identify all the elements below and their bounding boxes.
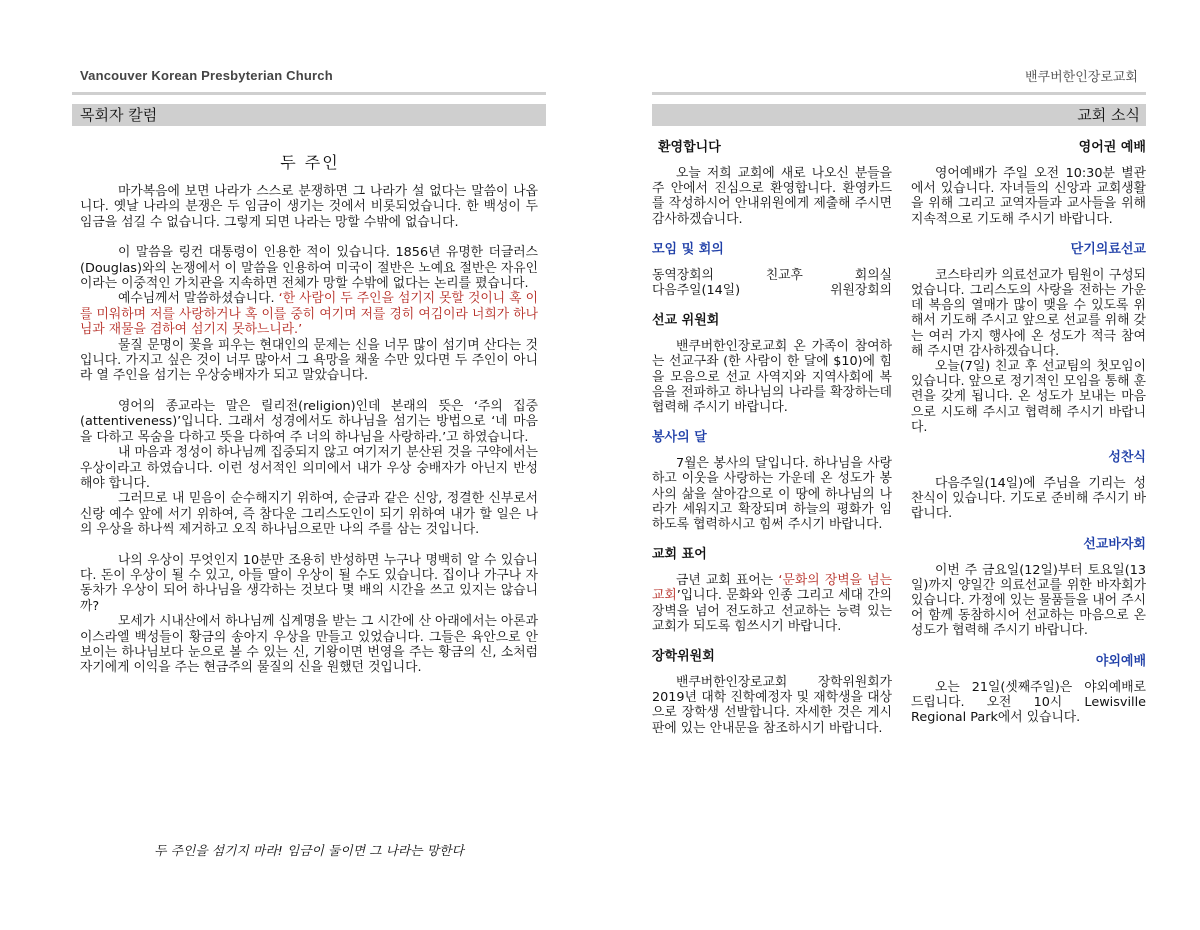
church-motto-heading: 교회 표어 (652, 547, 707, 563)
scholarship-section (652, 648, 892, 736)
section-bar-right (652, 104, 1146, 126)
communion-section (911, 449, 1146, 522)
paragraph: 영어의 종교라는 말은 릴리전(religion)인데 본래의 뜻은 ‘주의 집중(attentiveness)’입니다. 그래서 성경에서도 하나님을 섬기는 방법으로 ‘네 마음을 다하고 목숨을 다하고 뜻을 다하여 주 너의 하나님을 사랑하라.’고 하였습니다. (80, 398, 538, 445)
article-title: 두 주인 (280, 153, 340, 172)
section-title-pastor-column: 목회자 칼럼 (80, 106, 158, 124)
communion-text: 다음주일(14일)에 주님을 기리는 성찬식이 있습니다. 기도로 준비해 주시기 바랍니다. (911, 476, 1146, 522)
medical-mission-heading: 단기의료선교 (1070, 241, 1146, 257)
scholarship-text: 밴쿠버한인장로교회 장학위원회가 2019년 대학 진학예정자 및 재학생을 대상으로 장학생 선발합니다. 자세한 것은 게시판에 있는 안내문을 참조하시기 바랍니다. (652, 675, 892, 736)
church-name-korean-header: 밴쿠버한인장로교회 (1024, 70, 1138, 85)
welcome-section (652, 139, 892, 227)
meeting-name: 위원장회의 (830, 283, 892, 299)
scholarship-heading: 장학위원회 (652, 649, 715, 665)
section-bar-left (72, 104, 546, 126)
meeting-row (652, 283, 892, 298)
medical-mission-text: 코스타리카 의료선교가 팀원이 구성되었습니다. 그리스도의 사랑을 전하는 가운데 복음의 열매가 많이 맺을 수 있도록 위해서 기도해 주시고 앞으로 선교를 위해 갖는 여러 가지 행사에 온 성도가 적극 참여해 주시면 감사하겠습니다. (911, 267, 1146, 359)
mission-committee-text: 밴쿠버한인장로교회 온 가족이 참여하는 선교구좌 (한 사람이 한 달에 $10)에 힘을 모음으로 선교 사역지와 지역사회에 복음을 전파하고 하나님의 나라를 확장하는데 협력해 주시기 바랍니다. (652, 339, 892, 416)
mission-bazaar-section (911, 536, 1146, 639)
medical-mission-section (911, 241, 1146, 435)
service-month-section (652, 429, 892, 532)
outdoor-worship-text: 오는 21일(셋째주일)은 야외예배로 드립니다. 오전 10시 Lewisville Regional Park에서 있습니다. (911, 679, 1146, 726)
medical-mission-text: 오늘(7일) 친교 후 선교팀의 첫모임이 있습니다. 앞으로 정기적인 모임을 통해 훈련을 갖게 됩니다. 온 성도가 보내는 마음으로 시도해 주시고 협력해 주시기 바랍니다. (911, 359, 1146, 435)
paragraph: 나의 우상이 무엇인지 10분만 조용히 반성하면 누구나 명백히 알 수 있습니다. 돈이 우상이 될 수 있고, 아들 딸이 우상이 될 수도 있습니다. 집이나 가구나 자동차가 우상이 되어 하나님을 생각하는 것보다 몇 배의 시간을 쓰고 있지는 않습니까? (80, 552, 538, 614)
mission-bazaar-text: 이번 주 금요일(12일)부터 토요일(13일)까지 양일간 의료선교를 위한 바자회가 있습니다. 가정에 있는 물품들을 내어 주시어 함께 동참하시어 선교하는 마음으로 온 성도가 협력해 주시기 바랍니다. (911, 562, 1146, 639)
meeting-date: 다음주일(14일) (652, 283, 741, 299)
english-worship-section (911, 139, 1146, 227)
news-column-1 (652, 139, 892, 750)
section-title-church-news: 교회 소식 (1077, 106, 1140, 124)
paragraph: 그러므로 내 믿음이 순수해지기 위하여, 순금과 같은 신앙, 정결한 신부로서 신랑 예수 앞에 서기 위하여, 즉 참다운 그리스도인이 되기 위하여 내가 할 일은 나의 우상을 하나씩 제거하고 오직 하나님으로만 나의 주를 삼는 것입니다. (80, 491, 538, 538)
english-worship-text: 영어예배가 주일 오전 10:30분 별관에서 있습니다. 자녀들의 신앙과 교회생활을 위해 그리고 교역자들과 교사들을 위해 지속적으로 기도해 주시기 바랍니다. (911, 166, 1146, 227)
paragraph: 물질 문명이 꽃을 피우는 현대인의 문제는 신을 너무 많이 섬기며 산다는 것입니다. 가지고 싶은 것이 너무 많아서 그 욕망을 채울 수만 있다면 두 주인이 아니라 열 주인을 섬기는 우상숭배자가 되고 말았습니다. (80, 337, 538, 384)
church-motto-text: 금년 교회 표어는 ‘문화의 장벽을 넘는 교회’입니다. 문화와 인종 그리고 세대 간의 장벽을 넘어 전도하고 선교하는 능력 있는 교회가 되도록 힘쓰시기 바랍니다. (652, 573, 892, 634)
outdoor-worship-section (911, 653, 1146, 726)
article-body (80, 184, 538, 676)
service-month-text: 7월은 봉사의 달입니다. 하나님을 사랑하고 이웃을 사랑하는 가운데 온 성도가 봉사의 삶을 살아감으로 이 땅에 하나님의 나라가 세워지고 확장되며 하늘의 평화가 임하도록 협력하시고 힘써 주시기 바랍니다. (652, 456, 892, 533)
church-motto-section (652, 546, 892, 634)
welcome-text: 오늘 저희 교회에 새로 나오신 분들을 주 안에서 진심으로 환영합니다. 환영카드를 작성하시어 안내위원에게 제출해 주시면 감사하겠습니다. (652, 166, 892, 227)
meeting-place: 회의실 (854, 267, 892, 283)
paragraph: 이 말씀을 링컨 대통령이 인용한 적이 있습니다. 1856년 유명한 더글러스(Douglas)와의 논쟁에서 이 말씀을 인용하여 미국이 절반은 노예요 절반은 자유인이라는 이중적인 가치관을 지속하면 전체가 망할 수밖에 없다는 논리를 폈습니다. (80, 245, 538, 292)
motto-highlight: ‘문화의 장벽을 넘는 교회 (652, 573, 892, 604)
english-worship-heading: 영어권 예배 (1078, 140, 1146, 155)
meeting-name: 동역장회의 (652, 267, 714, 283)
scripture-quote: ‘한 사람이 두 주인을 섬기지 못할 것이니 혹 이를 미워하며 저를 사랑하거나 혹 이를 중히 여기며 저를 경히 여김이라 너희가 하나님과 재물을 겸하여 섬기지 못하느니라.’ (80, 291, 539, 338)
paragraph: 모세가 시내산에서 하나님께 십계명을 받는 그 시간에 산 아래에서는 아론과 이스라엘 백성들이 황금의 송아지 우상을 만들고 있었습니다. 그들은 육안으로 안 보이는 하나님보다 눈으로 볼 수 있는 신, 기왕이면 번영을 주는 황금의 신, 소처럼 자기에게 이익을 주는 현금주의 물질의 신을 원했던 것입니다. (80, 614, 538, 676)
meeting-time: 친교후 (765, 267, 803, 283)
meeting-heading: 모임 및 회의 (652, 241, 724, 257)
communion-heading: 성찬식 (1108, 450, 1146, 466)
paragraph: 예수님께서 말씀하셨습니다. ‘한 사람이 두 주인을 섬기지 못할 것이니 혹 이를 미워하며 저를 사랑하거나 혹 이를 중히 여기며 저를 경히 여김이라 너희가 하나님과 재물을 겸하여 섬기지 못하느니라.’ (80, 291, 539, 338)
paragraph: 마가복음에 보면 나라가 스스로 분쟁하면 그 나라가 설 없다는 말씀이 나옵니다. 옛날 나라의 분쟁은 두 임금이 생기는 것에서 비롯되었습니다. 한 백성이 두 임금을 섬길 수 없습니다. 그렇게 되면 나라는 망할 수밖에 없습니다. (80, 184, 538, 230)
header-rule-right (652, 92, 1146, 95)
closing-line: 두 주인을 섬기지 마라! 임금이 둘이면 그 나라는 망한다 (154, 844, 464, 859)
news-column-2 (911, 139, 1146, 739)
church-name-header: Vancouver Korean Presbyterian Church (80, 68, 333, 83)
mission-committee-section (652, 312, 892, 415)
welcome-heading: 환영합니다 (658, 140, 721, 155)
meeting-row (652, 268, 892, 283)
outdoor-worship-heading: 야외예배 (1095, 653, 1146, 669)
service-month-heading: 봉사의 달 (652, 430, 707, 446)
paragraph: 내 마음과 정성이 하나님께 집중되지 않고 여기저기 분산된 것을 구약에서는 우상이라고 하였습니다. 이런 성서적인 의미에서 내가 우상 숭배자가 아닌지 반성해야 합니다. (80, 445, 538, 491)
meeting-section (652, 241, 892, 298)
mission-committee-heading: 선교 위원회 (652, 313, 720, 329)
header-rule-left (72, 92, 546, 95)
mission-bazaar-heading: 선교바자회 (1083, 536, 1146, 552)
